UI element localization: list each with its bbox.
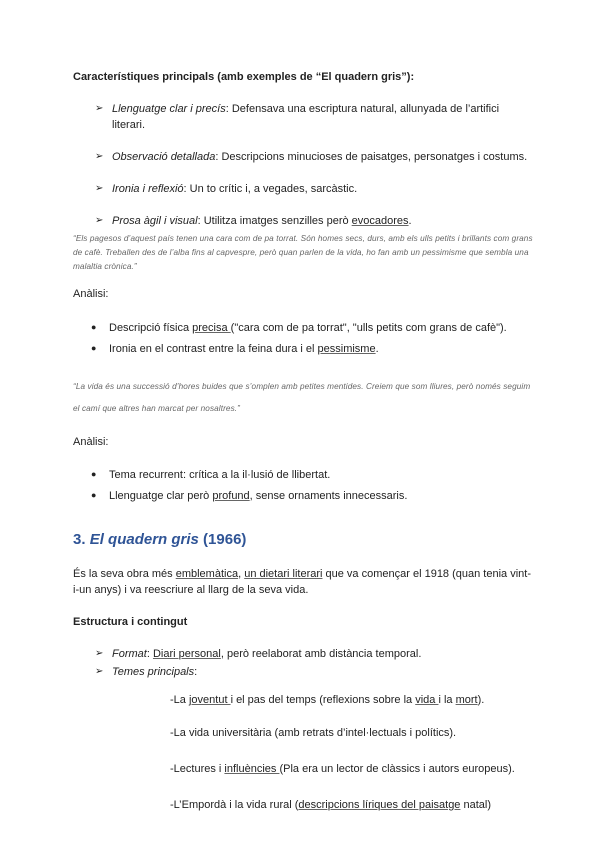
analysis-list-2 <box>73 468 533 505</box>
item-text: : Defensava una escriptura natural, allunyada de l’artifici literari. <box>112 102 500 131</box>
arrow-bullet-icon: ➢ <box>95 102 104 114</box>
format-item: ➢ Format: Diari personal, però reelaborat amb distància temporal. <box>95 647 422 660</box>
arrow-bullet-icon: ➢ <box>95 665 104 677</box>
section-title: 3. El quadern gris (1966) <box>73 531 247 549</box>
characteristics-heading: Característiques principals (amb exemples de “El quadern gris”): <box>73 71 415 83</box>
characteristic-item-2 <box>95 150 533 166</box>
arrow-bullet-icon: ➢ <box>95 647 104 659</box>
theme-2: -La vida universitària (amb retrats d’intel·lectuals i polítics). <box>170 726 457 739</box>
item-term: Llenguatge clar i precís <box>112 102 226 115</box>
item-text: : Un to crític i, a vegades, sarcàstic. <box>183 182 358 195</box>
item-term: Prosa àgil i visual <box>112 214 198 227</box>
quote-1: “Els pagesos d’aquest país tenen una cara com de pa torrat. Són homes secs, durs, amb els ulls petits i brillants com grans de cafè. Treballen des de l’alba fins al capvespre, però quan parlen de la vida, ho fan amb un pessimisme que sembla una malaltia crònica.” <box>73 233 533 271</box>
arrow-bullet-icon: ➢ <box>95 182 104 194</box>
intro-paragraph: És la seva obra més emblemàtica, un dietari literari que va començar el 1918 (quan tenia vint-i-un anys) i va reescriure al llarg de la seva vida. <box>73 568 531 597</box>
characteristic-item-3 <box>95 182 533 198</box>
theme-3: -Lectures i influències (Pla era un lector de clàssics i autors europeus). <box>170 762 515 775</box>
structure-heading: Estructura i contingut <box>73 615 188 628</box>
item-term: Observació detallada <box>112 150 216 163</box>
document-page <box>73 70 533 831</box>
arrow-bullet-icon: ➢ <box>95 150 104 162</box>
underlined-word: evocadores <box>351 214 409 227</box>
theme-4: -L’Empordà i la vida rural (descripcions líriques del paisatge natal) <box>170 798 492 811</box>
analysis-label-1: Anàlisi: <box>73 288 109 301</box>
arrow-bullet-icon: ➢ <box>95 214 104 226</box>
theme-1: -La joventut i el pas del temps (reflexions sobre la vida i la mort). <box>170 693 485 706</box>
characteristic-item-1 <box>95 102 533 134</box>
bullet-dot-icon: ● <box>91 490 97 501</box>
bullet-dot-icon: ● <box>91 469 97 480</box>
analysis-label-2: Anàlisi: <box>73 435 109 448</box>
quote-2: “La vida és una successió d’hores buides que s’omplen amb petites mentides. Creiem que som lliures, però només seguim el camí que altres han marcat per nosaltres.” <box>73 382 531 414</box>
list-item: ● Llenguatge clar però profund, sense ornaments innecessaris. <box>91 489 533 505</box>
list-item: ● Descripció física precisa ("cara com de pa torrat", "ulls petits com grans de cafè"). <box>91 321 533 337</box>
characteristic-item-4: ➢ Prosa àgil i visual: Utilitza imatges senzilles però evocadores. <box>95 214 412 227</box>
item-term: Ironia i reflexió <box>112 182 184 195</box>
list-item: ● Ironia en el contrast entre la feina dura i el pessimisme. <box>91 342 533 358</box>
bullet-dot-icon: ● <box>91 322 97 333</box>
list-item: ● Tema recurrent: crítica a la il·lusió de llibertat. <box>91 468 533 484</box>
item-text: : Descripcions minucioses de paisatges, personatges i costums. <box>215 150 528 163</box>
themes-item: ➢ Temes principals: <box>95 665 198 678</box>
bullet-dot-icon: ● <box>91 343 97 354</box>
analysis-list-1 <box>73 321 533 358</box>
